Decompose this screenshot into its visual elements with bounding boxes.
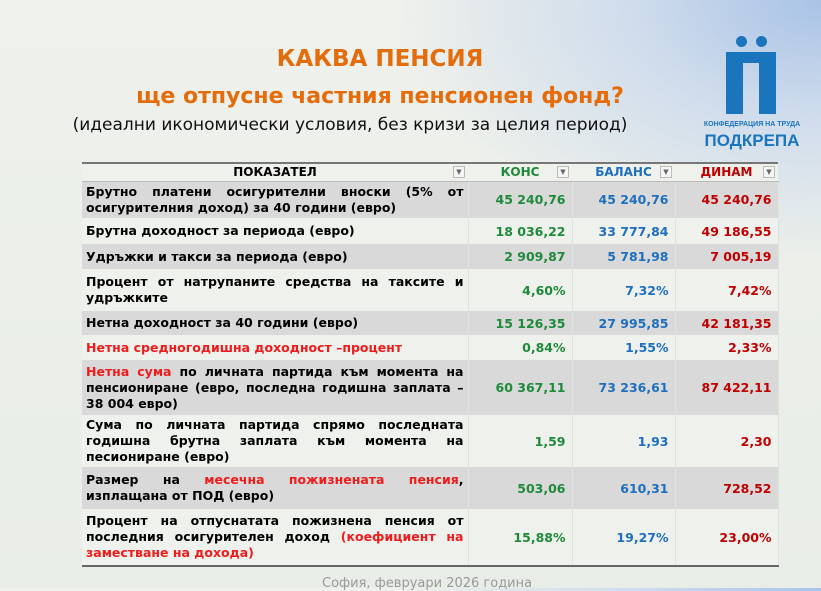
table-row — [82, 467, 778, 509]
label-text: Брутна доходност за периода (евро) — [86, 223, 355, 238]
table-row — [82, 360, 778, 415]
column-header-label: КОНС — [500, 165, 540, 180]
row-label — [82, 269, 468, 311]
value-cell: 19,27% — [572, 509, 675, 566]
value-cell: 45 240,76 — [468, 181, 572, 218]
row-label — [82, 311, 468, 335]
logo-leg — [726, 52, 743, 114]
label-text: Сума по личната партида спрямо последната годишна брутна заплата към момента на песиониране (евро) — [86, 417, 464, 464]
value-cell: 728,52 — [675, 467, 778, 509]
row-label — [82, 415, 468, 467]
row-label — [82, 181, 468, 218]
value-cell: 15 126,35 — [468, 311, 572, 335]
value-cell: 73 236,61 — [572, 360, 675, 415]
value-cell: 4,60% — [468, 269, 572, 311]
label-text: (коефициент на заместване на дохода) — [86, 529, 464, 560]
column-header-label: БАЛАНС — [595, 165, 652, 180]
value-cell: 2 909,87 — [468, 244, 572, 269]
title-line2: ще отпусне частния пенсионен фонд? — [136, 84, 624, 109]
subtitle: (идеални икономически условия, без кризи за целия период) — [72, 115, 628, 135]
column-header — [468, 163, 572, 181]
label-text: Процент от натрупаните средства на таксите и удръжките — [86, 274, 464, 305]
table-row — [82, 218, 778, 244]
label-text: месечна пожизнената пенсия — [204, 472, 459, 487]
row-label — [82, 335, 468, 360]
value-cell: 7,32% — [572, 269, 675, 311]
column-header — [572, 163, 675, 181]
row-label — [82, 509, 468, 566]
table-row — [82, 269, 778, 311]
label-text: Брутно платени осигурителни вноски (5% от осигурителния доход) за 40 години (евро) — [86, 183, 464, 215]
value-cell: 1,93 — [572, 415, 675, 467]
value-cell: 5 781,98 — [572, 244, 675, 269]
filter-dropdown-icon[interactable]: ▼ — [763, 166, 775, 178]
column-header — [675, 163, 778, 181]
value-cell: 7 005,19 — [675, 244, 778, 269]
label-text: по личната партида към момента на пенсиониране (евро, последна годишна заплата – 38 004 евро) — [86, 363, 464, 411]
table-row — [82, 335, 778, 360]
value-cell: 42 181,35 — [675, 311, 778, 335]
filter-dropdown-icon[interactable]: ▼ — [660, 166, 672, 178]
table-row — [82, 415, 778, 467]
value-cell: 15,88% — [468, 509, 572, 566]
label-text: Процент на отпуснатата пожизнена пенсия от последния осигурителен доход — [86, 513, 464, 544]
value-cell: 0,84% — [468, 335, 572, 360]
logo-subtitle: КОНФЕДЕРАЦИЯ НА ТРУДА — [703, 121, 801, 128]
table-row — [82, 244, 778, 269]
filter-dropdown-icon[interactable]: ▼ — [557, 166, 569, 178]
value-cell: 33 777,84 — [572, 218, 675, 244]
label-text: , изплащана от ПОД (евро) — [86, 472, 464, 503]
value-cell: 18 036,22 — [468, 218, 572, 244]
row-label — [82, 467, 468, 509]
column-header — [82, 163, 468, 181]
value-cell: 7,42% — [675, 269, 778, 311]
value-cell: 2,30 — [675, 415, 778, 467]
column-header-label: ПОКАЗАТЕЛ — [233, 165, 317, 180]
logo-dot — [756, 36, 767, 47]
value-cell: 49 186,55 — [675, 218, 778, 244]
logo-dot — [736, 36, 747, 47]
row-label — [82, 244, 468, 269]
row-label — [82, 218, 468, 244]
logo-leg — [759, 52, 776, 114]
value-cell: 610,31 — [572, 467, 675, 509]
filter-dropdown-icon[interactable]: ▼ — [453, 166, 465, 178]
value-cell: 1,59 — [468, 415, 572, 467]
column-header-label: ДИНАМ — [700, 165, 753, 180]
label-text: Размер на — [86, 472, 205, 487]
pension-table — [82, 162, 779, 567]
label-text: Нетна доходност за 40 години (евро) — [86, 315, 359, 330]
table-row — [82, 181, 778, 218]
label-text: Удръжки и такси за периода (евро) — [86, 248, 348, 264]
row-label — [82, 360, 468, 415]
value-cell: 23,00% — [675, 509, 778, 566]
label-text: Нетна средногодишна доходност –процент — [86, 339, 403, 355]
value-cell: 1,55% — [572, 335, 675, 360]
title-line1: КАКВА ПЕНСИЯ — [276, 46, 484, 72]
value-cell: 2,33% — [675, 335, 778, 360]
value-cell: 45 240,76 — [572, 181, 675, 218]
value-cell: 60 367,11 — [468, 360, 572, 415]
table-row — [82, 311, 778, 335]
value-cell: 87 422,11 — [675, 360, 778, 415]
table-row — [82, 509, 778, 566]
label-text: Нетна сума — [86, 363, 172, 379]
podkrepa-logo — [696, 36, 808, 156]
footer-text: София, февруари 2026 година — [322, 576, 533, 591]
logo-name: ПОДКРЕПА — [704, 131, 800, 150]
value-cell: 27 995,85 — [572, 311, 675, 335]
value-cell: 45 240,76 — [675, 181, 778, 218]
value-cell: 503,06 — [468, 467, 572, 509]
